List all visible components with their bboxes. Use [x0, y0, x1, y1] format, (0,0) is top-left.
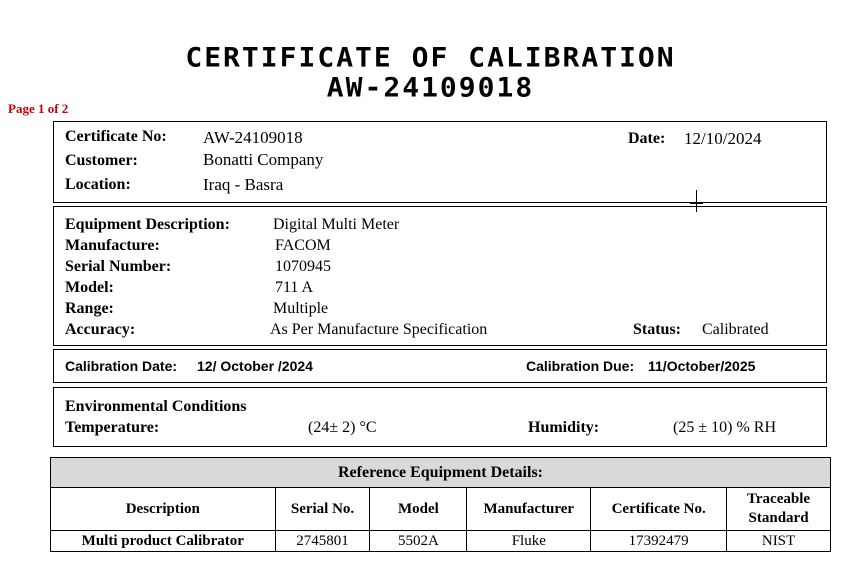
environmental-heading: Environmental Conditions	[65, 398, 247, 415]
calibration-due-value: 11/October/2025	[648, 358, 756, 374]
certificate-no-label: Certificate No:	[65, 128, 167, 145]
model-label: Model:	[65, 279, 114, 296]
date-value: 12/10/2024	[684, 129, 762, 148]
table-cell: 2745801	[275, 531, 370, 552]
location-value: Iraq - Basra	[203, 175, 284, 194]
column-header: Certificate No.	[591, 488, 727, 531]
temperature-label: Temperature:	[65, 419, 160, 436]
humidity-value: (25 ± 10) % RH	[673, 419, 776, 436]
text-cursor-icon	[696, 190, 697, 212]
table-cell: Multi product Calibrator	[51, 531, 276, 552]
calibration-due-label: Calibration Due:	[526, 358, 635, 374]
calibration-date-value: 12/ October /2024	[197, 358, 313, 374]
column-header: Serial No.	[275, 488, 370, 531]
customer-label: Customer:	[65, 152, 138, 169]
table-row	[51, 531, 831, 552]
date-label: Date:	[628, 130, 666, 147]
equipment-description-value: Digital Multi Meter	[273, 216, 400, 233]
accuracy-value: As Per Manufacture Specification	[270, 321, 488, 338]
environmental-box	[53, 387, 827, 447]
temperature-value: (24± 2) °C	[308, 419, 377, 436]
manufacture-value: FACOM	[275, 237, 331, 254]
table-header-row	[51, 488, 831, 531]
accuracy-label: Accuracy:	[65, 321, 136, 338]
column-header: Manufacturer	[467, 488, 591, 531]
column-header: Model	[370, 488, 467, 531]
table-cell: 5502A	[370, 531, 467, 552]
text-cursor-crossbar	[690, 203, 703, 204]
table-cell: NIST	[727, 531, 831, 552]
page-indicator: Page 1 of 2	[8, 101, 69, 116]
column-header: Traceable Standard	[727, 488, 831, 531]
model-value: 711 A	[275, 279, 314, 296]
reference-table-title: Reference Equipment Details:	[51, 458, 831, 488]
location-label: Location:	[65, 176, 131, 193]
range-value: Multiple	[273, 300, 329, 317]
serial-number-label: Serial Number:	[65, 258, 172, 275]
range-label: Range:	[65, 300, 114, 317]
table-cell: 17392479	[591, 531, 727, 552]
certificate-number-title: AW-24109018	[326, 71, 535, 104]
calibration-dates-box	[53, 349, 827, 383]
status-value: Calibrated	[702, 321, 769, 338]
serial-number-value: 1070945	[275, 258, 331, 275]
customer-value: Bonatti Company	[203, 150, 324, 169]
certificate-title: CERTIFICATE OF CALIBRATION	[185, 41, 676, 74]
customer-box	[53, 121, 827, 203]
equipment-box	[53, 206, 827, 346]
status-label: Status:	[633, 321, 682, 338]
table-cell: Fluke	[467, 531, 591, 552]
humidity-label: Humidity:	[528, 419, 600, 436]
reference-equipment-table	[50, 457, 831, 552]
calibration-date-label: Calibration Date:	[65, 358, 178, 374]
equipment-description-label: Equipment Description:	[65, 216, 230, 233]
manufacture-label: Manufacture:	[65, 237, 160, 254]
column-header: Description	[51, 488, 276, 531]
certificate-no-value: AW-24109018	[203, 128, 303, 147]
